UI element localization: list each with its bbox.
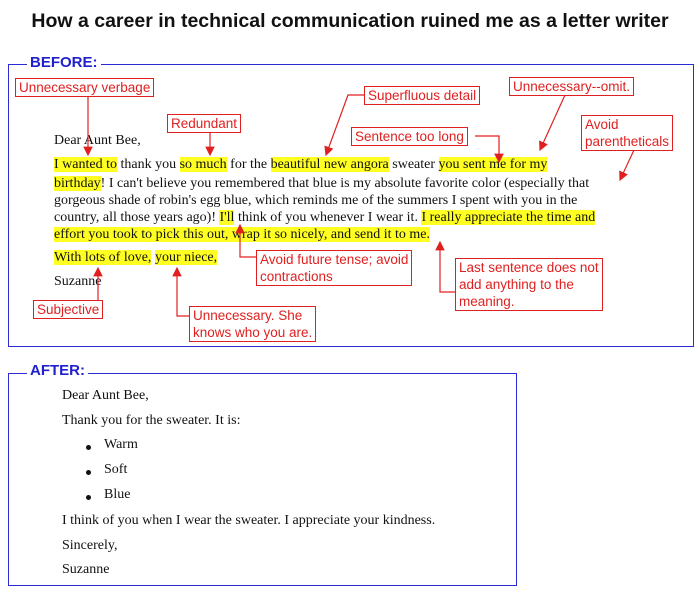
before-line-3: gorgeous shade of robin's egg blue, which reminds me of the summers I spent with you in the	[54, 193, 578, 208]
before-line-1	[54, 155, 547, 175]
annotation-omit: Unnecessary--omit.	[509, 77, 634, 96]
highlight-lots-of-love: With lots of love,	[54, 250, 152, 265]
line: contractions	[260, 269, 333, 284]
annotation-verbage: Unnecessary verbage	[15, 78, 154, 97]
text: ! I can't believe you remembered that blue is my absolute favorite color (especially that	[100, 176, 590, 191]
after-label: AFTER:	[27, 362, 88, 379]
before-greeting: Dear Aunt Bee,	[54, 133, 141, 148]
text: country, all those years ago)!	[54, 210, 220, 225]
bullet-dot	[86, 470, 91, 475]
bullet-dot	[86, 495, 91, 500]
annotation-too-long: Sentence too long	[351, 127, 468, 146]
highlight-appreciate: I really appreciate the time and	[421, 210, 596, 225]
text: thank you	[116, 157, 180, 172]
highlight-ill: I'll	[219, 210, 235, 225]
bullet-soft: Soft	[104, 462, 128, 477]
highlight-beautiful: beautiful new angora	[270, 157, 389, 172]
before-closing	[54, 248, 217, 268]
before-signature: Suzanne	[54, 274, 102, 289]
bullet-blue: Blue	[104, 487, 131, 502]
bullet-warm: Warm	[104, 437, 138, 452]
annotation-superfluous: Superfluous detail	[364, 86, 480, 105]
highlight-so-much: so much	[179, 157, 227, 172]
highlight-niece: your niece,	[154, 250, 218, 265]
after-intro: Thank you for the sweater. It is:	[62, 413, 241, 428]
annotation-subjective: Subjective	[33, 300, 103, 319]
annotation-parentheticals	[581, 115, 673, 151]
annotation-knows	[189, 306, 316, 342]
line: add anything to the	[459, 277, 574, 292]
annotation-redundant: Redundant	[167, 114, 241, 133]
before-line-5	[54, 225, 430, 245]
line: Avoid future tense; avoid	[260, 252, 409, 267]
after-greeting: Dear Aunt Bee,	[62, 388, 149, 403]
highlight-sent-me: you sent me for my	[438, 157, 548, 172]
text: think of you whenever I wear it.	[234, 210, 422, 225]
line: Avoid	[585, 117, 619, 132]
line: Unnecessary. She	[193, 308, 303, 323]
highlight-wanted: I wanted to	[54, 157, 117, 172]
highlight-effort: effort you took to pick this out, wrap it so nicely, and send it to me.	[54, 227, 430, 242]
highlight-birthday: birthday	[54, 176, 101, 191]
after-body: I think of you when I wear the sweater. I appreciate your kindness.	[62, 513, 436, 528]
bullet-dot	[86, 445, 91, 450]
line: knows who you are.	[193, 325, 313, 340]
line: Last sentence does not	[459, 260, 599, 275]
line: meaning.	[459, 294, 515, 309]
text: for the	[226, 157, 271, 172]
text: sweater	[388, 157, 439, 172]
before-label: BEFORE:	[27, 54, 101, 71]
annotation-future-tense	[256, 250, 412, 286]
page-title: How a career in technical communication ruined me as a letter writer	[31, 10, 669, 32]
after-signature: Suzanne	[62, 562, 110, 577]
annotation-last-sentence	[455, 258, 603, 311]
line: parentheticals	[585, 134, 670, 149]
after-panel	[8, 373, 517, 586]
after-closing: Sincerely,	[62, 538, 118, 553]
